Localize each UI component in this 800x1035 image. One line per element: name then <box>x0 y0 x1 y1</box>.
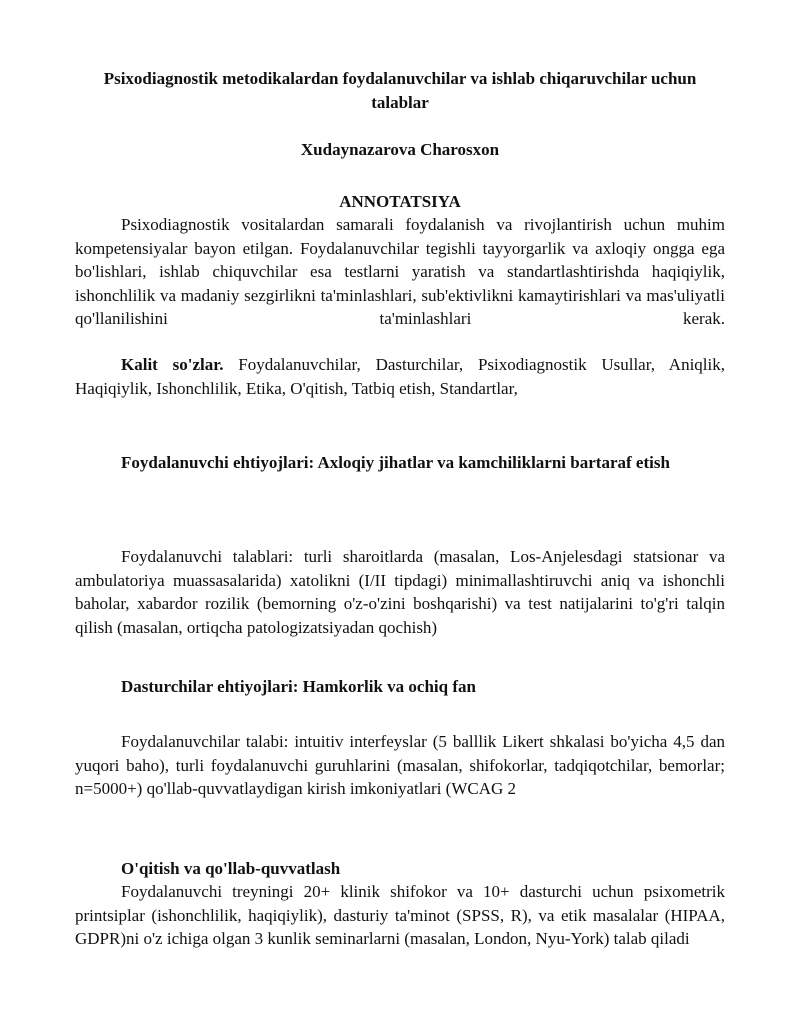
keywords-label: Kalit so'zlar. <box>121 355 224 374</box>
section-heading-developer-needs: Dasturchilar ehtiyojlari: Hamkorlik va ochiq fan <box>121 677 476 696</box>
section-text-developer-needs: Foydalanuvchilar talabi: intuitiv interfeyslar (5 balllik Likert shkalasi bo'yicha 4,5 dan yuqori baho), turli foydalanuvchi guruhlarini (masalan, shifokorlar, tadqiqotchilar, bemorlar; n=5000+) qo'llab-quvvatlaydigan kirish imkoniyatlari (WCAG 2 <box>75 732 725 798</box>
annotation-heading: ANNOTATSIYA <box>339 192 461 211</box>
keywords-text: Foydalanuvchilar, Dasturchilar, Psixodiagnostik Usullar, Aniqlik, Haqiqiylik, Ishonchlilik, Etika, O'qitish, Tatbiq etish, Standartlar, <box>75 355 725 398</box>
section-text-user-needs: Foydalanuvchi talablari: turli sharoitlarda (masalan, Los-Anjelesdagi statsionar va ambulatoriya muassasalarida) xatolikni (I/II tipdagi) minimallashtiruvchi aniq va ishonchli baholar, xabardor rozilik (bemorning o'z-o'zini boshqarishi) va test natijalarini to'g'ri talqin qilish (masalan, ortiqcha patologizatsiyadan qochish) <box>75 547 725 637</box>
author-name: Xudaynazarova Charosxon <box>300 140 500 159</box>
paper-title: Psixodiagnostik metodikalardan foydalanuvchilar va ishlab chiqaruvchilar uchun talablar <box>103 69 697 112</box>
section-heading-user-needs: Foydalanuvchi ehtiyojlari: Axloqiy jihatlar va kamchiliklarni bartaraf etish <box>121 453 670 472</box>
section-heading-training: O'qitish va qo'llab-quvvatlash <box>121 859 341 878</box>
keywords-paragraph <box>75 353 725 400</box>
section-text-training: Foydalanuvchi treyningi 20+ klinik shifokor va 10+ dasturchi uchun psixometrik printsiplar (ishonchlilik, haqiqiylik), dasturiy ta'minot (SPSS, R), va etik masalalar (HIPAA, GDPR)ni o'z ichiga olgan 3 kunlik seminarlarni (masalan, London, Nyu-York) talab qiladi <box>75 882 725 948</box>
annotation-text: Psixodiagnostik vositalardan samarali foydalanish va rivojlantirish uchun muhim kompetensiyalar bayon etilgan. Foydalanuvchilar tegishli tayyorgarlik va axloqiy ongga ega bo'lishlari, ishlab chiquvchilar esa testlarni yaratish va standartlashtirishda haqiqiylik, ishonchlilik va madaniy sezgirlikni ta'minlashlari, sub'ektivlikni kamaytirishlari va mas'uliyatli qo'llanilishini ta'minlashlari kerak. <box>75 215 725 328</box>
